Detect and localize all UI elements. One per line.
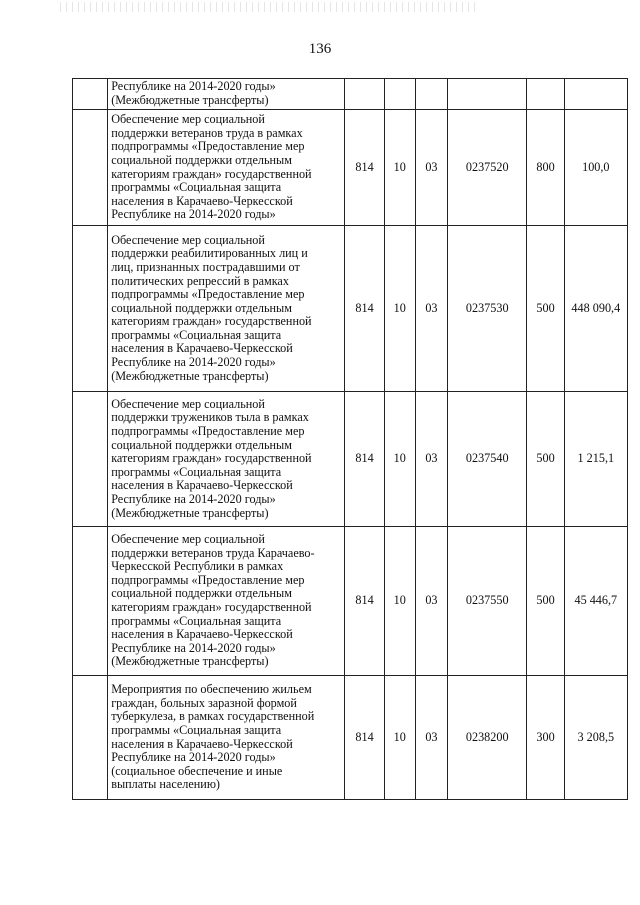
expense-type-cell <box>527 79 564 110</box>
page-number: 136 <box>308 41 332 57</box>
expense-name-line: категориям граждан» государственной <box>111 314 312 329</box>
expense-type-cell: 500 <box>527 527 564 676</box>
department-code-cell: 814 <box>345 226 384 392</box>
expense-name-line: Республике на 2014-2020 годы» <box>111 207 276 222</box>
expense-name-line: программы «Социальная защита <box>111 327 282 342</box>
row-number-cell <box>73 110 108 226</box>
expense-name-line: Республике на 2014-2020 годы» <box>111 640 276 655</box>
expense-name-line: подпрограммы «Предоставление мер <box>111 287 305 302</box>
expense-type-cell: 300 <box>527 676 564 800</box>
target-article-cell <box>448 79 527 110</box>
expense-name-line: населения в Карачаево-Черкесской <box>111 193 293 208</box>
expense-name-line: Мероприятия по обеспечению жильем <box>111 682 312 697</box>
expense-name-line: поддержки тружеников тыла в рамках <box>111 410 309 425</box>
expense-name-line: лиц, признанных пострадавшими от <box>111 259 300 274</box>
expense-name-line: (Межбюджетные трансферты) <box>111 505 269 520</box>
table-row <box>73 676 628 800</box>
expense-name-line: программы «Социальная защита <box>111 464 282 479</box>
expense-name-line: программы «Социальная защита <box>111 722 282 737</box>
expense-name-line: (социальное обеспечение и иные <box>111 763 283 778</box>
subsection-cell: 03 <box>415 110 447 226</box>
amount-cell: 448 090,4 <box>564 226 627 392</box>
expense-name-line: Обеспечение мер социальной <box>111 112 265 127</box>
expense-name-line: поддержки ветеранов труда в рамках <box>111 125 303 140</box>
table-row <box>73 527 628 676</box>
table-row <box>73 79 628 110</box>
subsection-cell: 03 <box>415 392 447 527</box>
department-code-cell: 814 <box>345 392 384 527</box>
expense-name-line: политических репрессий в рамках <box>111 273 289 288</box>
expense-name-line: Обеспечение мер социальной <box>111 532 265 547</box>
expense-type-cell: 500 <box>527 226 564 392</box>
expense-name-line: выплаты населению) <box>111 777 220 792</box>
scan-artifact <box>60 2 480 12</box>
department-code-cell: 814 <box>345 527 384 676</box>
amount-cell: 3 208,5 <box>564 676 627 800</box>
row-number-cell <box>73 527 108 676</box>
department-code-cell <box>345 79 384 110</box>
table-row <box>73 392 628 527</box>
target-article-cell: 0237520 <box>448 110 527 226</box>
expense-name-cell <box>108 392 345 527</box>
expense-name-line: Обеспечение мер социальной <box>111 396 265 411</box>
expense-name-line: населения в Карачаево-Черкесской <box>111 341 293 356</box>
expense-name-line: граждан, больных заразной формой <box>111 695 297 710</box>
section-cell: 10 <box>384 226 415 392</box>
row-number-cell <box>73 226 108 392</box>
expense-name-line: программы «Социальная защита <box>111 180 282 195</box>
row-number-cell <box>73 392 108 527</box>
section-cell: 10 <box>384 392 415 527</box>
target-article-cell: 0237540 <box>448 392 527 527</box>
expense-name-line: категориям граждан» государственной <box>111 166 312 181</box>
expense-name-cell <box>108 79 345 110</box>
expense-name-line: Республике на 2014-2020 годы» <box>111 79 276 94</box>
table-row <box>73 110 628 226</box>
expense-name-cell <box>108 110 345 226</box>
expense-name-line: (Межбюджетные трансферты) <box>111 93 269 107</box>
department-code-cell: 814 <box>345 676 384 800</box>
expense-name-line: Черкесской Республики в рамках <box>111 559 284 574</box>
expense-name-cell <box>108 676 345 800</box>
expense-name-line: Республике на 2014-2020 годы» <box>111 355 276 370</box>
expense-name-line: поддержки реабилитированных лиц и <box>111 246 308 261</box>
subsection-cell <box>415 79 447 110</box>
subsection-cell: 03 <box>415 676 447 800</box>
subsection-cell: 03 <box>415 527 447 676</box>
target-article-cell: 0238200 <box>448 676 527 800</box>
expense-name-line: социальной поддержки отдельным <box>111 300 292 315</box>
expense-name-line: подпрограммы «Предоставление мер <box>111 424 305 439</box>
section-cell <box>384 79 415 110</box>
section-cell: 10 <box>384 110 415 226</box>
expense-name-line: Обеспечение мер социальной <box>111 232 265 247</box>
expense-name-line: категориям граждан» государственной <box>111 451 312 466</box>
expense-name-line: туберкулеза, в рамках государственной <box>111 709 315 724</box>
expense-name-line: населения в Карачаево-Черкесской <box>111 627 293 642</box>
target-article-cell: 0237550 <box>448 527 527 676</box>
expense-name-line: (Межбюджетные трансферты) <box>111 368 269 383</box>
expense-name-line: подпрограммы «Предоставление мер <box>111 572 305 587</box>
budget-table <box>72 78 628 800</box>
expense-name-cell <box>108 527 345 676</box>
table-row <box>73 226 628 392</box>
subsection-cell: 03 <box>415 226 447 392</box>
amount-cell: 45 446,7 <box>564 527 627 676</box>
amount-cell: 1 215,1 <box>564 392 627 527</box>
amount-cell <box>564 79 627 110</box>
expense-name-line: социальной поддержки отдельным <box>111 437 292 452</box>
row-number-cell <box>73 676 108 800</box>
expense-name-line: социальной поддержки отдельным <box>111 586 292 601</box>
expense-type-cell: 500 <box>527 392 564 527</box>
expense-name-line: Республике на 2014-2020 годы» <box>111 750 276 765</box>
expense-name-line: Республике на 2014-2020 годы» <box>111 491 276 506</box>
amount-cell: 100,0 <box>564 110 627 226</box>
department-code-cell: 814 <box>345 110 384 226</box>
expense-name-line: (Межбюджетные трансферты) <box>111 654 269 669</box>
section-cell: 10 <box>384 676 415 800</box>
section-cell: 10 <box>384 527 415 676</box>
expense-name-line: населения в Карачаево-Черкесской <box>111 736 293 751</box>
expense-name-line: программы «Социальная защита <box>111 613 282 628</box>
expense-name-cell <box>108 226 345 392</box>
target-article-cell: 0237530 <box>448 226 527 392</box>
expense-name-line: подпрограммы «Предоставление мер <box>111 139 305 154</box>
expense-name-line: населения в Карачаево-Черкесской <box>111 478 293 493</box>
row-number-cell <box>73 79 108 110</box>
expense-name-line: поддержки ветеранов труда Карачаево- <box>111 545 315 560</box>
expense-name-line: социальной поддержки отдельным <box>111 152 292 167</box>
budget-table-body <box>73 79 628 800</box>
expense-name-line: категориям граждан» государственной <box>111 600 312 614</box>
expense-type-cell: 800 <box>527 110 564 226</box>
